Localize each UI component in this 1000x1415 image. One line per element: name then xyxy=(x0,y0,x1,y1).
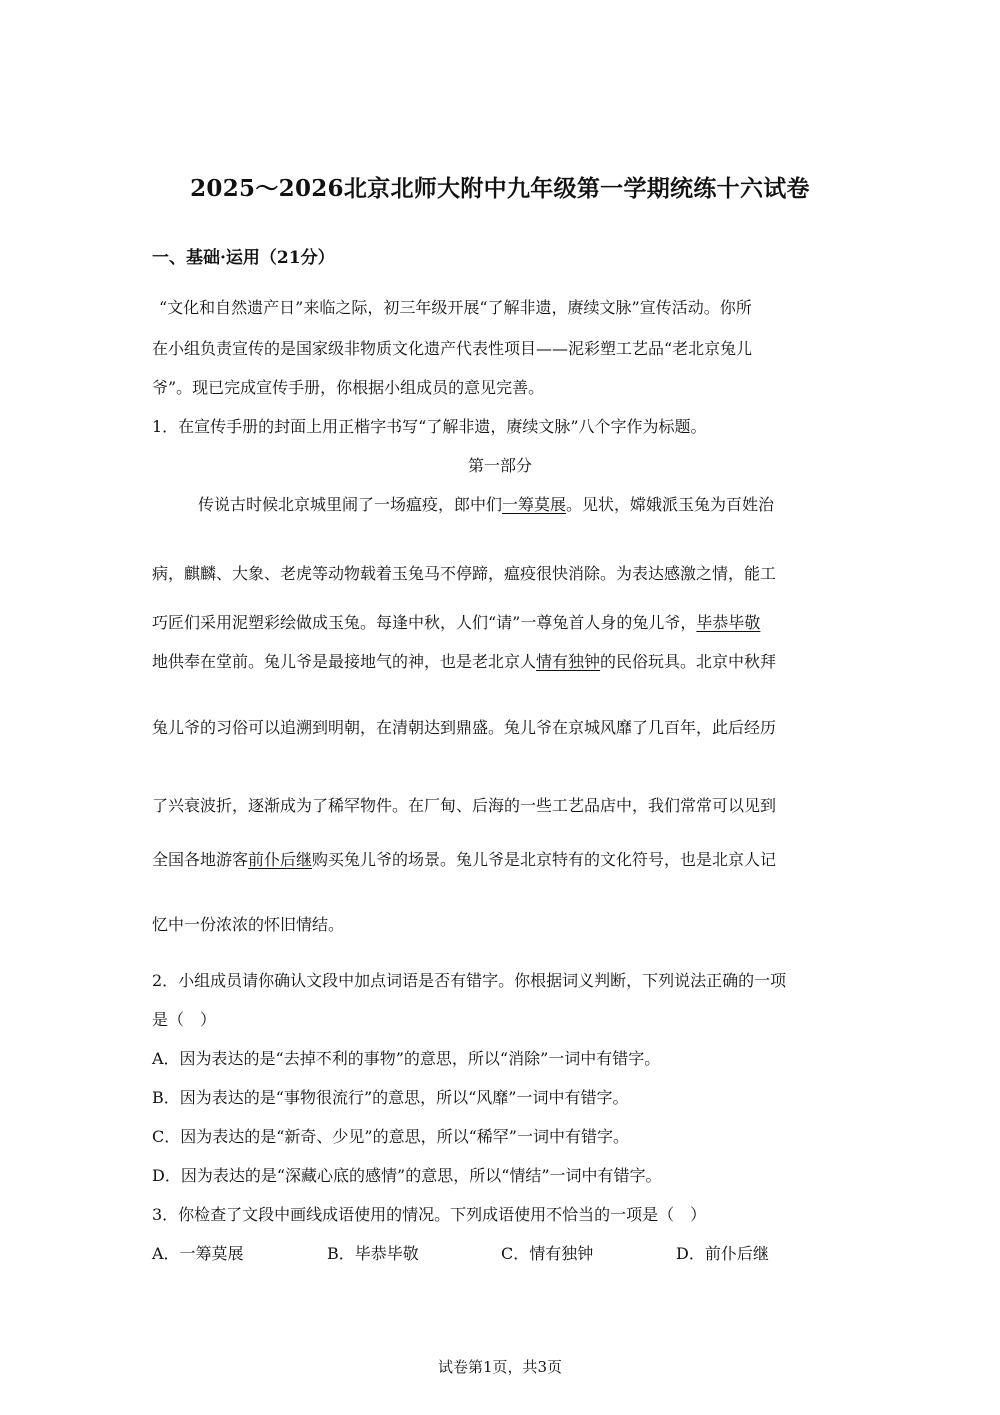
question-3-option: D．前仆后继 xyxy=(676,1244,769,1263)
question-1: 1．在宣传手册的封面上用正楷字书写“了解非遗，赓续文脉”八个字作为标题。 xyxy=(152,417,707,436)
passage-text: 购买兔儿爷的场景。兔儿爷是北京特有的文化符号，也是北京人记 xyxy=(312,850,777,869)
question-3-stem: 3．你检查了文段中画线成语使用的情况。下列成语使用不恰当的一项是（ ） xyxy=(152,1205,707,1224)
question-3-option: C．情有独钟 xyxy=(501,1244,594,1263)
question-2-option: B．因为表达的是“事物很流行”的意思，所以“风靡”一词中有错字。 xyxy=(152,1088,629,1107)
passage-text: 的民俗玩具。北京中秋拜 xyxy=(600,652,777,671)
dotted-word: 消除 xyxy=(568,564,601,583)
passage-line xyxy=(198,494,774,516)
underlined-idiom: 一筹莫展 xyxy=(502,495,567,514)
page-title: 2025～2026北京北师大附中九年级第一学期统练十六试卷 xyxy=(190,175,810,202)
passage-line xyxy=(152,651,776,673)
page-footer: 试卷第1页，共3页 xyxy=(437,1358,563,1376)
question-2-option: C．因为表达的是“新奇、少见”的意思，所以“稀罕”一词中有错字。 xyxy=(152,1127,629,1146)
intro-line: “文化和自然遗产日”来临之际，初三年级开展“了解非遗，赓续文脉”宣传活动。你所 xyxy=(159,298,752,317)
dotted-word: 稀罕 xyxy=(328,796,361,815)
passage-line xyxy=(152,914,344,936)
question-3-option: B．毕恭毕敬 xyxy=(327,1244,419,1263)
passage-text: 。 xyxy=(328,915,345,934)
passage-text: 传说古时候北京城里闹了一场瘟疫，郎中们 xyxy=(198,495,503,514)
question-2-stem: 是（ ） xyxy=(152,1010,217,1029)
underlined-idiom: 情有独钟 xyxy=(536,652,601,671)
dotted-word: 风靡 xyxy=(600,718,633,737)
passage-line xyxy=(152,795,776,817)
passage-line xyxy=(152,849,776,871)
passage-line xyxy=(152,717,776,739)
intro-line: 爷”。现已完成宣传手册，你根据小组成员的意见完善。 xyxy=(152,378,545,397)
question-2-option: A．因为表达的是“去掉不利的事物”的意思，所以“消除”一词中有错字。 xyxy=(152,1049,661,1068)
underlined-idiom: 前仆后继 xyxy=(248,850,313,869)
question-2-stem: 2．小组成员请你确认文段中加点词语是否有错字。你根据词义判断，下列说法正确的一项 xyxy=(152,971,787,990)
passage-line xyxy=(152,612,760,634)
passage-text: 兔儿爷的习俗可以追溯到明朝，在清朝达到鼎盛。兔儿爷在京城 xyxy=(152,718,601,737)
part-heading: 第一部分 xyxy=(467,456,532,475)
passage-line xyxy=(152,563,776,585)
passage-text: 巧匠们采用泥塑彩绘做成玉兔。每逢中秋，人们“请”一尊兔首人身的兔儿爷， xyxy=(152,613,697,632)
passage-text: 忆中一份浓浓的怀旧 xyxy=(152,915,297,934)
intro-line: 在小组负责宣传的是国家级非物质文化遗产代表性项目——泥彩塑工艺品“老北京兔儿 xyxy=(152,339,753,358)
question-2-option: D．因为表达的是“深藏心底的感情”的意思，所以“情结”一词中有错字。 xyxy=(152,1166,662,1185)
dotted-word: 情结 xyxy=(296,915,329,934)
passage-text: 全国各地游客 xyxy=(152,850,249,869)
passage-text: 了兴衰波折，逐渐成为了 xyxy=(152,796,329,815)
section-heading: 一、基础·运用（21分） xyxy=(152,248,335,268)
underlined-idiom: 毕恭毕敬 xyxy=(696,613,761,632)
question-3-option: A．一筹莫展 xyxy=(152,1244,244,1263)
passage-text: 。见状，嫦娥派玉兔为百姓治 xyxy=(566,495,775,514)
passage-text: 物件。在厂甸、后海的一些工艺品店中，我们常常可以见到 xyxy=(360,796,777,815)
passage-text: 。为表达感激之情，能工 xyxy=(600,564,777,583)
passage-text: 病，麒麟、大象、老虎等动物载着玉兔马不停蹄，瘟疫很快 xyxy=(152,564,569,583)
passage-text: 地供奉在堂前。兔儿爷是最接地气的神，也是老北京人 xyxy=(152,652,537,671)
passage-text: 了几百年，此后经历 xyxy=(632,718,777,737)
